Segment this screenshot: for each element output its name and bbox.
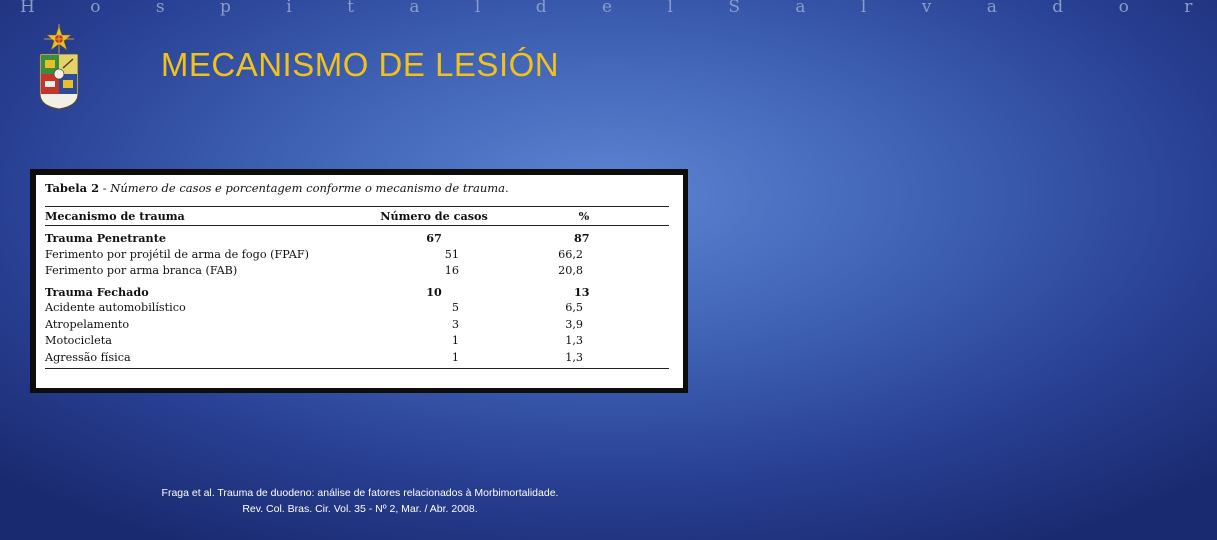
row-count: 1 <box>369 350 499 369</box>
row-count: 3 <box>451 317 459 331</box>
group-pct: 13 <box>574 284 590 299</box>
group-count: 67 <box>426 231 442 245</box>
caption-label: Tabela 2 <box>45 181 100 195</box>
group-pct: 87 <box>574 231 590 245</box>
citation <box>0 486 720 517</box>
header-cases: Número de casos <box>369 207 499 226</box>
row-label: Motocicleta <box>45 334 112 347</box>
group-row <box>45 280 669 301</box>
table-row <box>45 333 669 350</box>
group-label: Trauma Fechado <box>45 284 149 299</box>
row-count: 51 <box>444 247 459 261</box>
table-row <box>45 350 669 369</box>
row-pct: 1,3 <box>499 350 669 369</box>
row-label: Ferimento por projétil de arma de fogo (FPAF) <box>45 247 309 261</box>
table-row <box>45 317 669 334</box>
citation-line-2: Rev. Col. Bras. Cir. Vol. 35 - Nº 2, Mar. / Abr. 2008. <box>242 502 478 515</box>
row-pct: 3,9 <box>565 317 583 331</box>
row-label: Agressão física <box>45 350 369 369</box>
group-label: Trauma Penetrante <box>45 231 166 245</box>
row-label: Acidente automobilístico <box>45 301 186 314</box>
row-count: 1 <box>451 334 459 347</box>
group-count: 10 <box>426 284 442 299</box>
table-figure <box>30 169 688 393</box>
row-label: Atropelamento <box>45 317 130 331</box>
citation-line-1: Fraga et al. Trauma de duodeno: análise de fatores relacionados à Morbimortalidade. <box>161 487 559 499</box>
row-count: 16 <box>444 264 459 277</box>
table-row <box>45 247 669 264</box>
row-label: Ferimento por arma branca (FAB) <box>45 264 238 277</box>
header-percent: % <box>499 207 669 226</box>
table-row <box>45 263 669 280</box>
table-caption <box>45 181 669 195</box>
row-pct: 6,5 <box>565 301 583 314</box>
hospital-header: H o s p i t a l d e l S a l v a d o r <box>20 0 1217 17</box>
slide-title: MECANISMO DE LESIÓN <box>160 46 560 83</box>
trauma-table <box>45 206 669 369</box>
header-mechanism: Mecanismo de trauma <box>45 207 369 226</box>
caption-text: - Número de casos e porcentagem conforme o mecanismo de trauma. <box>99 181 509 195</box>
row-pct: 1,3 <box>565 334 583 347</box>
table-row <box>45 300 669 317</box>
table-header-row <box>45 207 669 226</box>
group-row <box>45 226 669 247</box>
row-count: 5 <box>451 301 459 314</box>
row-pct: 66,2 <box>558 247 583 261</box>
row-pct: 20,8 <box>558 264 583 277</box>
